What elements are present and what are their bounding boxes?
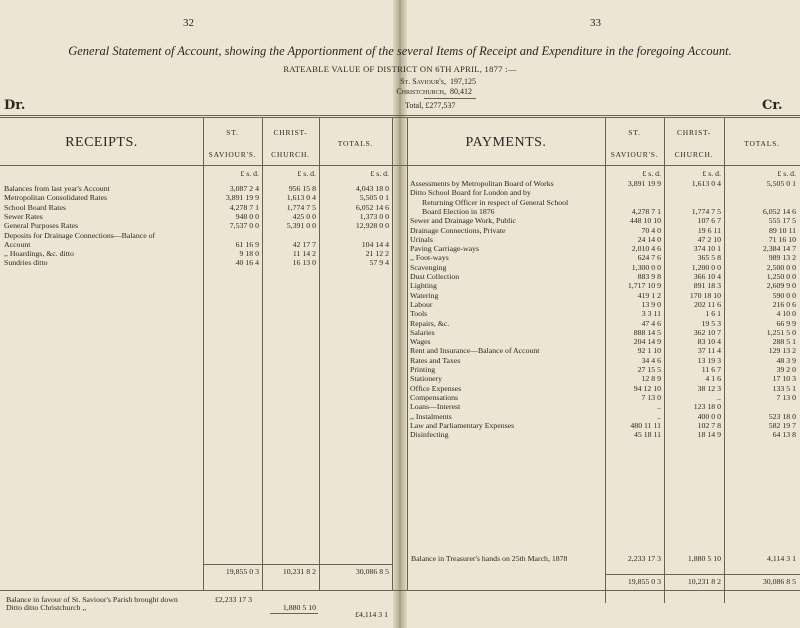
payment-ch-value: 83 10 4 [697,337,721,347]
payment-tot-value: 555 17 5 [768,216,796,226]
payment-ch-value: 1 6 1 [705,309,721,319]
payments-sum-st: 19,855 0 3 [627,577,661,586]
payment-st-value: 70 4 0 [641,225,661,235]
payment-ch-value: 19 6 11 [697,225,721,235]
payment-tot-value: 133 5 1 [772,383,796,393]
payment-label: Paving Carriage-ways [410,244,480,254]
payment-st-value: 4,278 7 1 [631,206,661,216]
payment-label: Repairs, &c. [410,318,450,328]
receipt-st-value: 9 18 0 [239,249,259,259]
rateable-st-label: St. Saviour's, [400,77,446,86]
payment-label: Rates and Taxes [410,355,461,365]
payment-st-value: 888 14 5 [633,327,661,337]
rateable-heading: RATEABLE VALUE OF DISTRICT ON 6TH APRIL, 1877 :— [283,64,517,74]
receipt-ch-value: 425 0 0 [292,211,316,221]
receipt-st-value: 7,537 0 0 [229,221,259,231]
receipt-ch-value: 1,613 0 4 [286,193,316,203]
payment-tot-value: 48 3 9 [776,355,796,365]
receipts-sum-st: 19,855 0 3 [225,567,259,576]
payment-ch-value: 1,200 0 0 [691,262,721,272]
payment-tot-value: 2,384 14 7 [762,244,796,254]
page-title: General Statement of Account, showing the Apportionment of the several Items of Receipt and Expenditure in the foregoing Account. [68,44,732,58]
payment-tot-value: 590 0 0 [772,290,796,300]
payment-st-value: 47 4 6 [641,318,661,328]
receipt-label: School Board Rates [4,202,66,212]
payment-st-value: 1,717 10 9 [627,281,661,291]
payment-label: Rent and Insurance—Balance of Account [410,346,540,356]
footer-line-2-value: 1,880 5 10 [282,603,316,612]
balance-tot: 4,114 3 1 [767,554,796,563]
receipt-st-value: 40 16 4 [235,258,259,268]
payment-tot-value: 1,251 5 0 [766,327,796,337]
payment-label: ,, Foot-ways [410,253,449,263]
receipt-tot-value: 104 14 4 [361,239,389,249]
payment-ch-value: 123 18 0 [693,402,721,412]
payment-tot-value: 7 13 0 [776,392,796,402]
payment-tot-value: 5,505 0 1 [766,179,796,188]
payment-tot-value: 2,500 0 0 [766,262,796,272]
credit-marker: Cr. [762,98,783,113]
payment-st-value: 13 9 0 [641,299,661,309]
payment-ch-value: 38 12 3 [697,383,721,393]
payment-st-value: 27 15 5 [637,365,661,374]
receipt-label: Deposits for Drainage Connections—Balance of [4,230,156,240]
payment-label: Stationery [410,374,443,384]
payment-ch-value: 1,613 0 4 [691,179,721,188]
payment-label: Tools [410,309,428,319]
payment-ch-value: 107 6 7 [697,216,721,226]
payment-ch-value: 170 18 10 [689,290,721,300]
lsd-marker: £ s. d. [642,169,661,178]
receipt-ch-value: 16 13 0 [292,258,316,268]
receipt-label: Sewer Rates [4,211,43,221]
payment-st-value: 45 18 11 [634,430,661,440]
lsd-marker: £ s. d. [240,169,259,178]
receipt-st-value: 4,278 7 1 [229,202,259,212]
payment-st-value: 448 10 10 [629,216,661,226]
page-number-left: 32 [183,17,194,29]
receipts-col-ch-2: CHURCH. [271,150,310,159]
payment-tot-value: 6,052 14 6 [762,206,796,216]
footer-total: £4,114 3 1 [355,610,388,619]
payment-label: Wages [410,337,431,347]
payment-tot-value: 17 10 3 [772,374,796,384]
lsd-marker: £ s. d. [777,169,796,178]
payments-heading: PAYMENTS. [465,135,547,150]
payment-st-value: 419 1 2 [637,290,661,300]
receipt-label: Account [4,239,31,249]
receipt-ch-value: 42 17 7 [292,239,316,249]
payment-st-value: 883 9 8 [637,272,661,281]
payment-st-value: 2,010 4 6 [631,244,661,254]
payment-ch-value: 400 0 0 [697,411,721,421]
payment-st-value: 7 13 0 [641,392,661,402]
payment-label: Drainage Connections, Private [410,225,506,235]
payment-tot-value: 39 2 0 [776,365,796,374]
receipt-tot-value: 57 9 4 [369,258,389,268]
payment-label: Printing [410,365,436,374]
payment-st-value: 24 14 0 [637,234,661,244]
receipt-ch-value: 5,391 0 0 [286,221,316,231]
lsd-marker: £ s. d. [702,169,721,178]
payments-col-ch-2: CHURCH. [674,150,714,159]
payment-ch-value: 891 18 3 [693,281,721,291]
payment-st-value: .. [657,402,661,412]
payment-label: Law and Parliamentary Expenses [410,420,515,430]
receipt-st-value: 948 0 0 [235,211,259,221]
payment-label: ,, Instalments [410,411,452,421]
payment-ch-value: 37 11 4 [697,346,721,356]
payment-label: Compensations [410,392,459,402]
payment-ch-value: 19 5 3 [701,318,721,328]
balance-label: Balance in Treasurer's hands on 25th March, 1878 [411,554,568,563]
payment-label: Sewer and Drainage Work, Public [410,216,516,226]
footer-line-1-value: £2,233 17 3 [215,595,253,604]
payment-ch-value: 374 10 1 [693,244,721,254]
payment-tot-value: 129 13 2 [768,346,796,356]
receipts-col-ch-1: CHRIST- [273,128,308,137]
receipt-label: General Purposes Rates [4,221,79,231]
lsd-marker: £ s. d. [297,169,316,178]
payment-ch-value: 47 2 10 [697,234,721,244]
receipt-st-value: 61 16 9 [235,239,259,249]
payment-ch-value: 4 1 6 [705,374,721,384]
payment-st-value: 12 8 9 [641,374,661,384]
receipt-ch-value: 1,774 7 5 [286,202,316,212]
receipt-tot-value: 6,052 14 6 [355,202,389,212]
lsd-marker: £ s. d. [370,169,389,178]
payment-tot-value: 523 18 0 [768,411,796,421]
payment-label: Board Election in 1876 [422,206,495,216]
footer-line-2: Ditto ditto Christchurch ,, [6,603,87,612]
payment-ch-value: 202 11 6 [694,299,721,309]
payment-st-value: .. [657,411,661,421]
payment-label: Urinals [410,234,433,244]
receipt-tot-value: 21 12 2 [365,249,389,259]
payment-st-value: 94 12 10 [633,383,661,393]
rateable-ch-label: Christchurch, [396,87,446,96]
page-number-right: 33 [590,17,601,29]
payments-sum-ch: 10,231 8 2 [687,577,721,586]
payment-label: Returning Officer in respect of General School [422,197,569,207]
payment-tot-value: 582 19 7 [768,420,796,430]
payment-ch-value: 13 19 3 [697,355,721,365]
payment-tot-value: 989 13 2 [768,253,796,263]
payments-col-st-1: ST. [628,128,641,137]
receipt-ch-value: 956 15 8 [288,184,316,193]
payment-label: Watering [410,290,439,300]
payment-st-value: 480 11 11 [630,420,661,430]
receipt-label: Balances from last year's Account [4,184,110,193]
payment-label: Scavenging [410,262,447,272]
payments-col-st-2: SAVIOUR'S. [610,150,659,159]
payment-ch-value: .. [717,392,721,402]
payment-label: Disinfecting [410,430,449,440]
payment-st-value: 624 7 6 [637,253,661,263]
payment-tot-value: 1,250 0 0 [766,272,796,281]
rateable-st-value: 197,125 [450,77,476,86]
payment-tot-value: 288 5 1 [772,337,796,347]
payment-ch-value: 18 14 9 [697,430,721,440]
payments-col-totals: TOTALS. [744,139,780,148]
payment-label: Lighting [410,281,437,291]
payment-tot-value: 66 9 9 [776,318,796,328]
receipt-tot-value: 5,505 0 1 [359,193,389,203]
payment-label: Assessments by Metropolitan Board of Works [410,179,554,188]
payment-st-value: 204 14 9 [633,337,661,347]
payment-ch-value: 365 5 8 [697,253,721,263]
payment-tot-value: 89 10 11 [769,225,796,235]
receipt-st-value: 3,891 19 9 [225,193,259,203]
receipt-label: Sundries ditto [4,258,48,268]
payment-label: Ditto School Board for London and by [410,188,531,198]
payment-ch-value: 1,774 7 5 [691,206,721,216]
receipt-tot-value: 1,373 0 0 [359,211,389,221]
payment-tot-value: 2,609 9 0 [766,281,796,291]
payment-label: Dust Collection [410,272,460,281]
payment-ch-value: 366 10 4 [693,272,721,281]
rateable-ch-value: 80,412 [450,87,472,96]
balance-st: 2,233 17 3 [627,554,661,563]
receipts-heading: RECEIPTS. [65,135,138,150]
payment-st-value: 92 1 10 [637,346,661,356]
payment-label: Office Expenses [410,383,462,393]
receipts-sum-tot: 30,086 8 5 [355,567,389,576]
payment-label: Labour [410,299,433,309]
receipt-label: Metropolitan Consolidated Rates [4,193,108,203]
receipts-col-totals: TOTALS. [337,139,374,148]
receipt-ch-value: 11 14 2 [292,249,316,259]
receipt-tot-value: 12,928 0 0 [355,221,389,231]
payment-st-value: 3 3 11 [641,309,661,319]
payment-tot-value: 64 13 8 [772,430,796,440]
footer-line-1: Balance in favour of St. Saviour's Parish brought down [6,595,178,604]
payment-st-value: 3,891 19 9 [627,179,661,188]
payment-st-value: 34 4 6 [641,355,661,365]
receipt-st-value: 3,087 2 4 [229,184,259,193]
payments-col-ch-1: CHRIST- [676,128,712,137]
payment-label: Salaries [410,327,435,337]
payment-ch-value: 102 7 8 [697,420,721,430]
receipt-tot-value: 4,043 18 0 [355,184,389,193]
rateable-total: Total, £277,537 [405,101,456,110]
payment-st-value: 1,300 0 0 [631,262,661,272]
receipts-sum-ch: 10,231 8 2 [282,567,316,576]
payments-sum-tot: 30,086 8 5 [762,577,796,586]
receipts-col-st-1: ST. [226,128,239,137]
payment-tot-value: 4 10 0 [776,309,796,319]
payment-ch-value: 11 6 7 [701,365,721,374]
payment-tot-value: 216 0 6 [772,299,796,309]
payment-tot-value: 71 16 10 [768,234,796,244]
payment-label: Loans—Interest [410,402,461,412]
debit-marker: Dr. [4,98,26,113]
payment-ch-value: 362 10 7 [693,327,721,337]
balance-ch: 1,880 5 10 [687,554,721,563]
receipts-col-st-2: SAVIOUR'S. [208,150,257,159]
receipt-label: ,, Hoardings, &c. ditto [4,249,74,259]
